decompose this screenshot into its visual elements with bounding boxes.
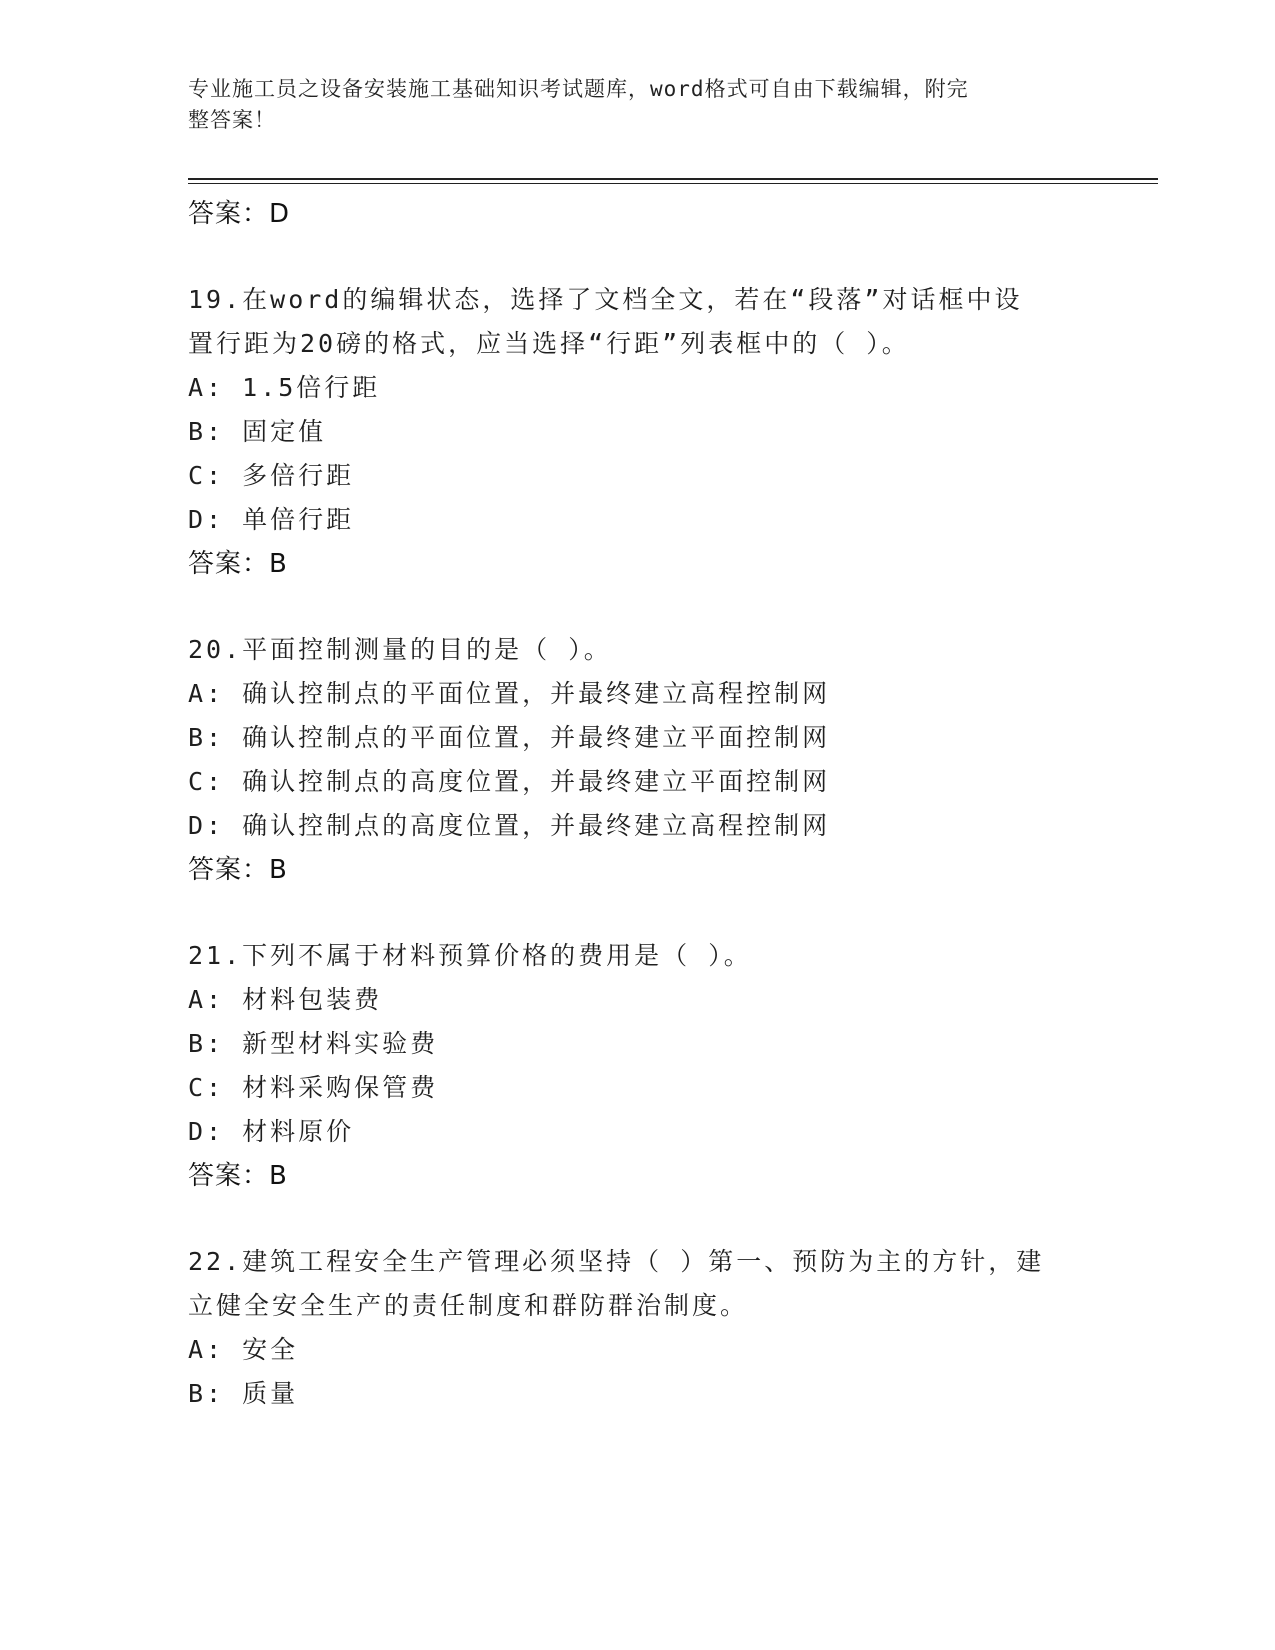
option-a: A: 确认控制点的平面位置，并最终建立高程控制网 bbox=[188, 679, 831, 708]
option-d: D: 材料原价 bbox=[188, 1117, 355, 1146]
question-stem: 置行距为20磅的格式，应当选择“行距”列表框中的（ ）。 bbox=[188, 329, 910, 358]
question-stem: 20.平面控制测量的目的是（ ）。 bbox=[188, 635, 612, 664]
option-a: A: 1.5倍行距 bbox=[188, 373, 381, 402]
option-b: B: 新型材料实验费 bbox=[188, 1029, 439, 1058]
header-line: 专业施工员之设备安装施工基础知识考试题库，word格式可自由下载编辑，附完 bbox=[188, 77, 969, 101]
option-a: A: 材料包装费 bbox=[188, 985, 383, 1014]
option-c: C: 材料采购保管费 bbox=[188, 1073, 439, 1102]
question-stem: 22.建筑工程安全生产管理必须坚持（ ）第一、预防为主的方针，建 bbox=[188, 1247, 1045, 1276]
option-b: B: 固定值 bbox=[188, 417, 327, 446]
header-divider-thick bbox=[188, 178, 1158, 180]
option-a: A: 安全 bbox=[188, 1335, 299, 1364]
option-b: B: 质量 bbox=[188, 1379, 299, 1408]
option-d: D: 确认控制点的高度位置，并最终建立高程控制网 bbox=[188, 811, 831, 840]
header-line: 整答案！ bbox=[188, 108, 276, 132]
header-divider-thin bbox=[188, 183, 1158, 184]
question-stem: 21.下列不属于材料预算价格的费用是（ ）。 bbox=[188, 941, 752, 970]
option-c: C: 确认控制点的高度位置，并最终建立平面控制网 bbox=[188, 767, 831, 796]
option-c: C: 多倍行距 bbox=[188, 461, 355, 490]
option-d: D: 单倍行距 bbox=[188, 505, 355, 534]
answer: 答案：B bbox=[188, 855, 288, 885]
question-stem: 立健全安全生产的责任制度和群防群治制度。 bbox=[188, 1291, 749, 1320]
page-header bbox=[188, 74, 1078, 136]
question-stem: 19.在word的编辑状态，选择了文档全文，若在“段落”对话框中设 bbox=[188, 285, 1023, 314]
answer: 答案：B bbox=[188, 1161, 288, 1191]
previous-answer: 答案：D bbox=[188, 199, 291, 229]
answer: 答案：B bbox=[188, 549, 288, 579]
option-b: B: 确认控制点的平面位置，并最终建立平面控制网 bbox=[188, 723, 831, 752]
